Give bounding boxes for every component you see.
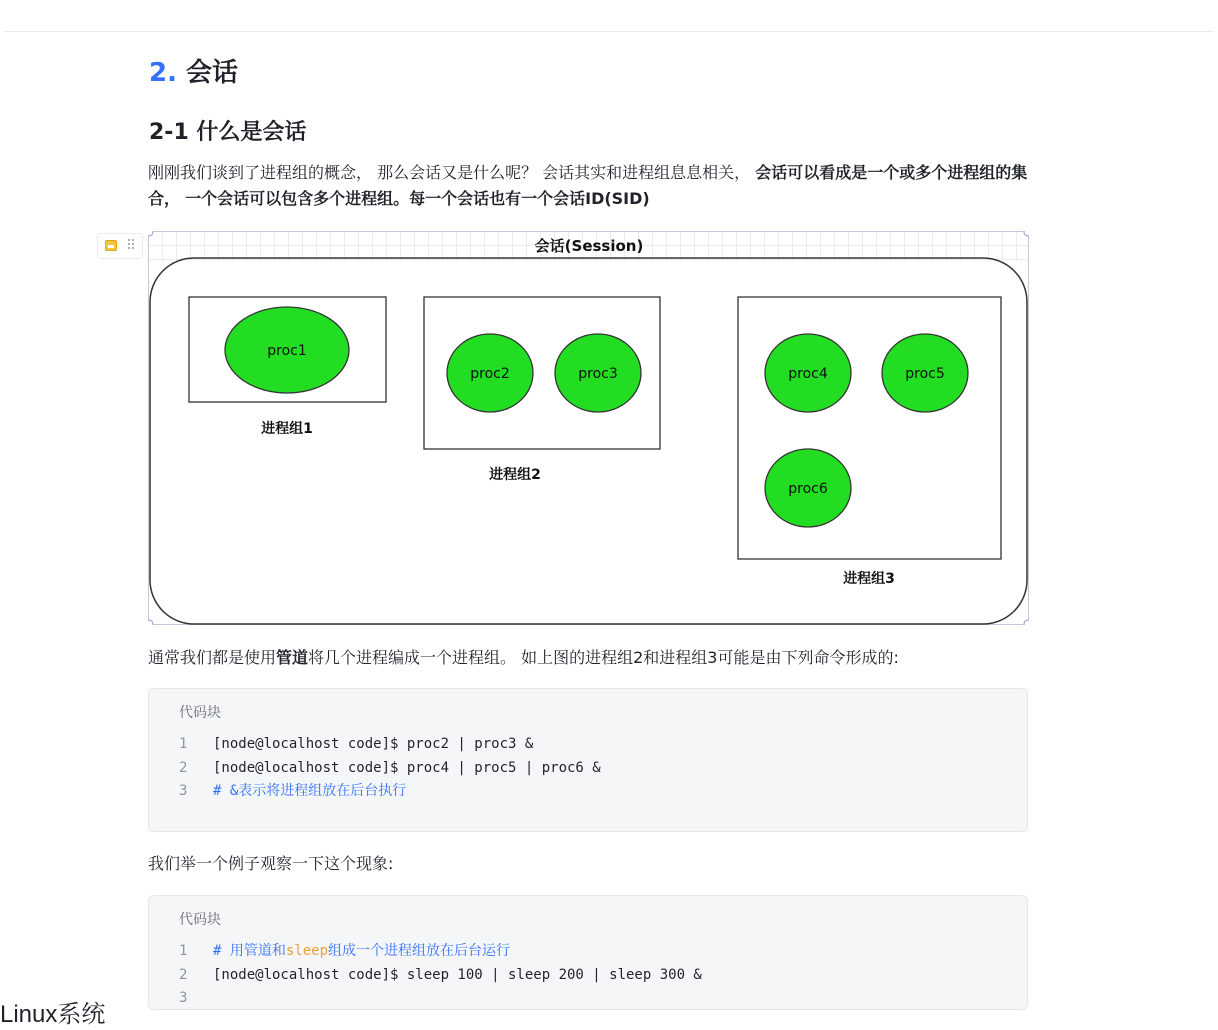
proc-label-3: proc3 <box>578 366 618 382</box>
line-number: 3 <box>179 783 188 799</box>
proc-label-5: proc5 <box>905 366 945 382</box>
code-line <box>179 757 601 781</box>
proc-label-6: proc6 <box>788 481 828 497</box>
intro-text: 刚刚我们谈到了进程组的概念， 那么会话又是什么呢？ 会话其实和进程组息息相关， <box>148 163 751 182</box>
section-number: 2. <box>149 58 177 88</box>
process-group-2-label: 进程组2 <box>489 467 541 483</box>
line-number: 1 <box>179 736 188 752</box>
line-number: 3 <box>179 990 188 1006</box>
code-comment: # &表示将进程组放在后台执行 <box>213 783 407 799</box>
code-line <box>179 733 601 757</box>
proc-label-2: proc2 <box>470 366 510 382</box>
code-comment: # 用管道和 <box>213 943 286 959</box>
pipe-text-2: 将几个进程编成一个进程组。 如上图的进程组2和进程组3可能是由下列命令形成的: <box>308 648 899 667</box>
code-text: [node@localhost code]$ sleep 100 | sleep 200 | sleep 300 & <box>213 966 702 983</box>
code-keyword: sleep <box>285 943 329 959</box>
intro-bold-2: 一个会话可以包含多个进程组。每一个会话也有一个会话ID(SID) <box>185 189 650 208</box>
code-line <box>179 780 601 804</box>
code-text: [node@localhost code]$ proc2 | proc3 & <box>213 736 534 752</box>
line-number: 2 <box>179 759 188 776</box>
pipe-text-1: 通常我们都是使用 <box>148 648 277 667</box>
code-lines[interactable] <box>179 940 702 1010</box>
section-heading <box>149 56 238 90</box>
code-line <box>179 987 702 1010</box>
resize-handle-br[interactable] <box>1024 620 1029 625</box>
proc-label-4: proc4 <box>788 366 828 382</box>
example-paragraph: 我们举一个例子观察一下这个现象: <box>148 854 394 873</box>
code-block-title: 代码块 <box>179 705 221 721</box>
drag-handle-icon[interactable]: ⠿ <box>126 238 137 254</box>
code-comment: 组成一个进程组放在后台运行 <box>328 943 511 959</box>
block-toolbar[interactable] <box>97 233 143 259</box>
process-group-3-box <box>738 297 1001 559</box>
code-line <box>179 940 702 964</box>
line-number: 2 <box>179 966 188 983</box>
section-title: 会话 <box>186 58 239 88</box>
process-group-3-label: 进程组3 <box>843 571 895 587</box>
resize-handle-bl[interactable] <box>148 620 153 625</box>
top-divider <box>4 31 1214 32</box>
diagram-title: 会话(Session) <box>534 237 644 255</box>
proc-label-1: proc1 <box>267 343 307 359</box>
image-icon[interactable] <box>105 240 117 251</box>
subsection-heading: 2-1 什么是会话 <box>149 120 307 145</box>
code-text: [node@localhost code]$ proc4 | proc5 | proc6 & <box>213 759 601 776</box>
session-diagram-svg <box>148 231 1029 625</box>
session-diagram[interactable] <box>148 231 1029 625</box>
intro-bold-1: 会话可以看成是一个或多个进程组的集合， <box>148 163 1028 208</box>
code-block-2[interactable] <box>148 895 1028 1010</box>
code-block-title: 代码块 <box>179 912 221 928</box>
pipe-bold: 管道 <box>276 648 309 667</box>
code-lines[interactable] <box>179 733 601 804</box>
footer-caption: Linux系统 <box>0 1001 106 1028</box>
process-group-1-label: 进程组1 <box>261 421 313 437</box>
code-line <box>179 964 702 988</box>
intro-paragraph <box>148 160 1028 212</box>
code-block-1[interactable] <box>148 688 1028 832</box>
pipe-paragraph <box>148 645 1028 671</box>
line-number: 1 <box>179 943 188 959</box>
